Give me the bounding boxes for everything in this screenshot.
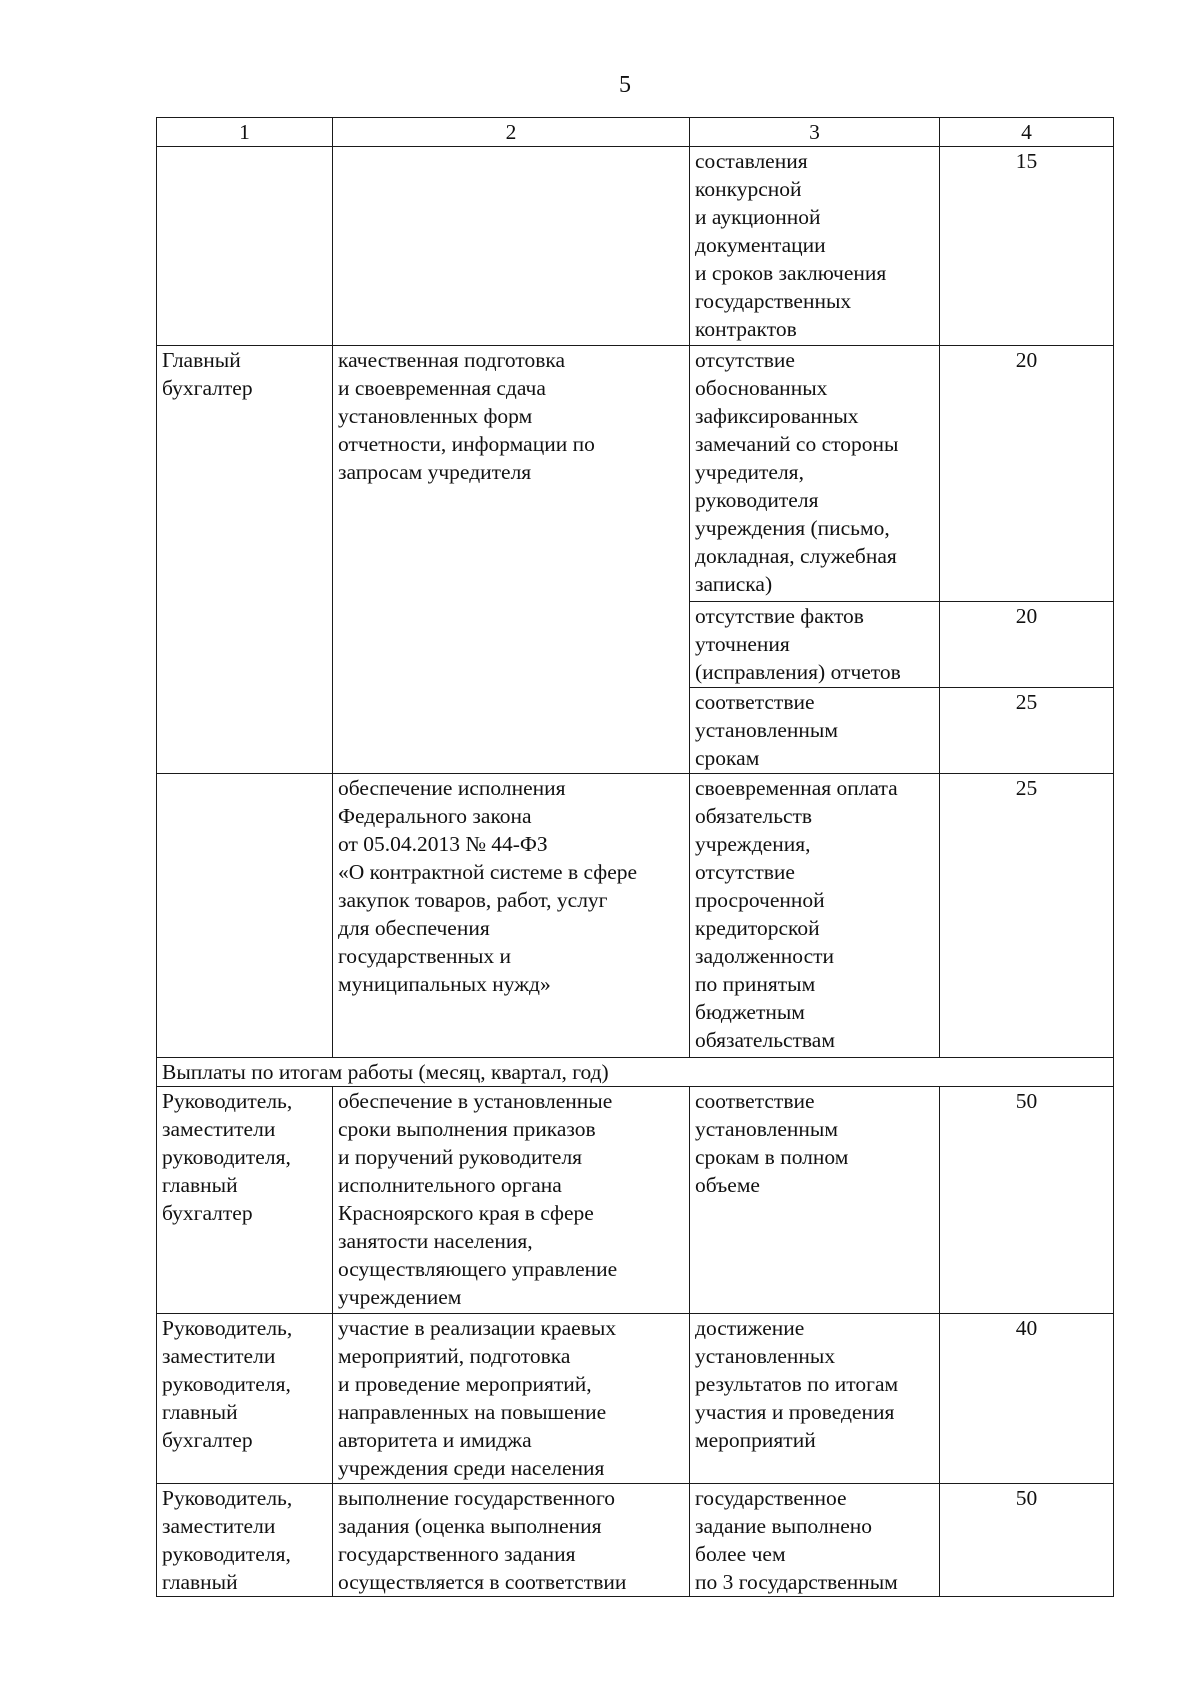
points-cell: 15 [940,147,1114,346]
indicator-cell: государственное задание выполнено более чем по 3 государственным [690,1484,940,1597]
points-cell: 50 [940,1484,1114,1597]
indicator-cell: отсутствие обоснованных зафиксированных замечаний со стороны учредителя, руководителя учреждения (письмо, докладная, служебная записка) [690,346,940,602]
position-cell: Главный бухгалтер [157,346,333,774]
points-cell: 20 [940,602,1114,688]
points-cell: 40 [940,1314,1114,1484]
indicator-cell: соответствие установленным срокам [690,688,940,774]
table-header-row [157,118,1114,147]
criterion-cell [333,147,690,346]
table-row [157,774,1114,1058]
points-cell: 50 [940,1087,1114,1314]
position-cell [157,774,333,1058]
position-cell [157,147,333,346]
section-row [157,1058,1114,1087]
criterion-cell: участие в реализации краевых мероприятий, подготовка и проведение мероприятий, направленных на повышение авторитета и имиджа учреждения среди населения [333,1314,690,1484]
page-number: 5 [619,72,631,98]
position-cell: Руководитель, заместители руководителя, главный [157,1484,333,1597]
criterion-cell: обеспечение исполнения Федерального закона от 05.04.2013 № 44-ФЗ «О контрактной системе в сфере закупок товаров, работ, услуг для обеспечения государственных и муниципальных нужд» [333,774,690,1058]
points-cell: 20 [940,346,1114,602]
indicator-cell: отсутствие фактов уточнения (исправления) отчетов [690,602,940,688]
column-header-1: 1 [157,118,333,147]
table-row [157,346,1114,602]
table-row [157,147,1114,346]
criterion-cell: качественная подготовка и своевременная сдача установленных форм отчетности, информации по запросам учредителя [333,346,690,774]
points-cell: 25 [940,688,1114,774]
indicator-cell: своевременная оплата обязательств учреждения, отсутствие просроченной кредиторской задолженности по принятым бюджетным обязательствам [690,774,940,1058]
criterion-cell: обеспечение в установленные сроки выполнения приказов и поручений руководителя исполнительного органа Красноярского края в сфере занятости населения, осуществляющего управление учреждением [333,1087,690,1314]
position-cell: Руководитель, заместители руководителя, главный бухгалтер [157,1087,333,1314]
criteria-table [156,117,1114,1597]
indicator-cell: соответствие установленным срокам в полном объеме [690,1087,940,1314]
criterion-cell: выполнение государственного задания (оценка выполнения государственного задания осуществляется в соответствии [333,1484,690,1597]
indicator-cell: достижение установленных результатов по итогам участия и проведения мероприятий [690,1314,940,1484]
column-header-3: 3 [690,118,940,147]
indicator-cell: составления конкурсной и аукционной документации и сроков заключения государственных контрактов [690,147,940,346]
column-header-2: 2 [333,118,690,147]
section-title: Выплаты по итогам работы (месяц, квартал, год) [157,1058,1114,1087]
table-row [157,1314,1114,1484]
table-row [157,1087,1114,1314]
table-row [157,1484,1114,1597]
points-cell: 25 [940,774,1114,1058]
column-header-4: 4 [940,118,1114,147]
position-cell: Руководитель, заместители руководителя, главный бухгалтер [157,1314,333,1484]
